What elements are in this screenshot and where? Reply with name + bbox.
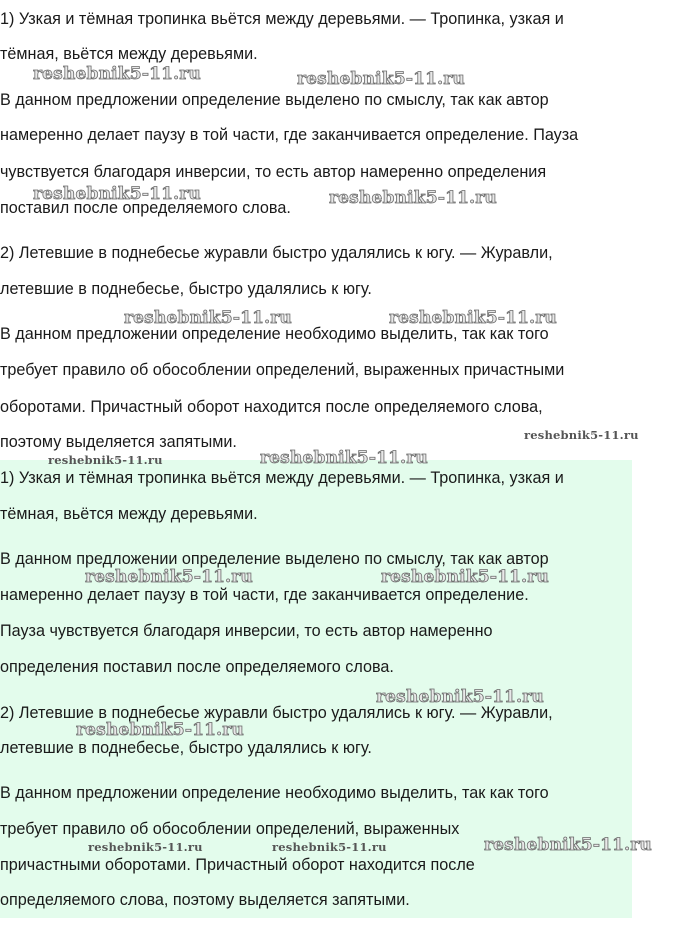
s1-line-8: летевшие в поднебесье, быстро удалялись к югу.	[0, 280, 372, 298]
s1-line-3: В данном предложении определение выделено по смыслу, так как автор	[0, 91, 549, 109]
watermark: reshebnik5-11.ru	[260, 448, 428, 468]
s1-line-9: В данном предложении определение необходимо выделить, так как того	[0, 325, 549, 343]
s1-line-5: чувствуется благодаря инверсии, то есть автор намеренно определения	[0, 163, 547, 181]
watermark: reshebnik5-11.ru	[85, 567, 253, 587]
s1-line-10: требует правило об обособлении определений, выраженных причастными	[0, 361, 565, 379]
s1-line-1: 1) Узкая и тёмная тропинка вьётся между деревьями. — Тропинка, узкая и	[0, 10, 564, 28]
watermark: reshebnik5-11.ru	[376, 687, 544, 707]
watermark: reshebnik5-11.ru	[88, 840, 203, 854]
s2-line-7: 2) Летевшие в поднебесье журавли быстро удалялись к югу. — Журавли,	[0, 704, 553, 722]
s1-line-6: поставил после определяемого слова.	[0, 199, 291, 217]
s1-line-11: оборотами. Причастный оборот находится после определяемого слова,	[0, 398, 543, 416]
watermark: reshebnik5-11.ru	[524, 428, 639, 442]
s2-line-4: намеренно делает паузу в той части, где заканчивается определение.	[0, 586, 529, 604]
s1-line-2: тёмная, вьётся между деревьями.	[0, 45, 258, 63]
watermark: reshebnik5-11.ru	[389, 308, 557, 328]
s2-line-9: В данном предложении определение необходимо выделить, так как того	[0, 784, 549, 802]
s1-line-4: намеренно делает паузу в той части, где заканчивается определение. Пауза	[0, 126, 579, 144]
s2-line-11: причастными оборотами. Причастный оборот находится после	[0, 856, 475, 874]
s2-line-1: 1) Узкая и тёмная тропинка вьётся между деревьями. — Тропинка, узкая и	[0, 469, 564, 487]
watermark: reshebnik5-11.ru	[484, 835, 652, 855]
s2-line-3: В данном предложении определение выделено по смыслу, так как автор	[0, 550, 549, 568]
watermark: reshebnik5-11.ru	[33, 64, 201, 84]
s2-line-2: тёмная, вьётся между деревьями.	[0, 505, 258, 523]
watermark: reshebnik5-11.ru	[76, 720, 244, 740]
watermark: reshebnik5-11.ru	[124, 308, 292, 328]
s2-line-10: требует правило об обособлении определений, выраженных	[0, 820, 460, 838]
s2-line-5: Пауза чувствуется благодаря инверсии, то есть автор намеренно	[0, 622, 493, 640]
s2-line-8: летевшие в поднебесье, быстро удалялись к югу.	[0, 739, 372, 757]
s1-line-7: 2) Летевшие в поднебесье журавли быстро удалялись к югу. — Журавли,	[0, 244, 553, 262]
watermark: reshebnik5-11.ru	[381, 567, 549, 587]
s1-line-12: поэтому выделяется запятыми.	[0, 433, 237, 451]
watermark: reshebnik5-11.ru	[48, 453, 163, 467]
watermark: reshebnik5-11.ru	[297, 69, 465, 89]
watermark: reshebnik5-11.ru	[33, 184, 201, 204]
watermark: reshebnik5-11.ru	[272, 840, 387, 854]
s2-line-6: определения поставил после определяемого слова.	[0, 658, 394, 676]
watermark: reshebnik5-11.ru	[329, 188, 497, 208]
s2-line-12: определяемого слова, поэтому выделяется запятыми.	[0, 891, 410, 909]
